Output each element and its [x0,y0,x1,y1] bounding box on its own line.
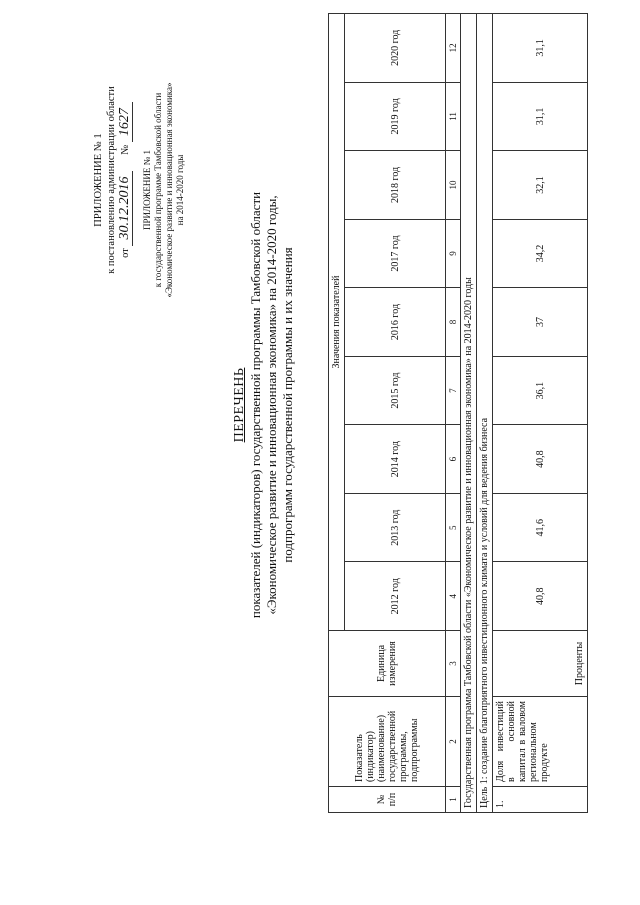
resolution-ref: к постановлению администрации области [106,86,117,274]
col-number: 7 [446,356,461,425]
goal-row [477,14,493,813]
col-number: 6 [446,425,461,494]
col-number: 4 [446,562,461,631]
handwritten-date: 30.12.2016 [117,171,133,246]
row-value: 31,1 [493,14,588,83]
col-number: 11 [446,82,461,151]
col-number: 2 [446,697,461,787]
program-name: «Экономическое развитие и инновационная экономика» [164,82,174,298]
title-perechen: ПЕРЕЧЕНЬ [232,367,247,443]
goal-title-cell: Цель 1: создание благоприятного инвестиционного климата и условий для ведения бизнеса [477,14,493,813]
column-numbers-row [446,14,461,813]
col-number: 8 [446,288,461,357]
row-unit: Проценты [493,631,588,697]
header-values: Значения показателей [329,14,345,631]
program-ref: к государственной программе Тамбовской области [153,92,163,288]
table-header-row [329,14,345,813]
year-cell: 2012 год [345,562,446,631]
program-appendix-header [142,25,186,355]
col-number: 12 [446,14,461,83]
header-num: № п/п [329,787,446,813]
program-title-cell: Государственная программа Тамбовской области «Экономическое развитие и инновационная экономика» на 2014-2020 годы [461,14,477,813]
appendix2-title: ПРИЛОЖЕНИЕ № 1 [142,149,152,231]
title-line-3: «Экономическое развитие и инновационная экономика» на 2014-2020 годы, [264,195,279,615]
appendix-title: ПРИЛОЖЕНИЕ № 1 [93,133,104,227]
year-cell: 2017 год [345,219,446,288]
program-period: на 2014-2020 годы [175,154,185,226]
appendix-header [92,30,132,330]
from-label: от [120,248,131,258]
row-indicator: Доля инвестиций в основной капитал в валовом региональном продукте [493,697,588,787]
date-number-line [118,30,132,330]
row-value: 40,8 [493,562,588,631]
year-cell: 2020 год [345,14,446,83]
row-value: 40,8 [493,425,588,494]
row-value: 32,1 [493,151,588,220]
year-cell: 2018 год [345,151,446,220]
row-value: 31,1 [493,82,588,151]
year-cell: 2019 год [345,82,446,151]
year-cell: 2013 год [345,493,446,562]
row-value: 41,6 [493,493,588,562]
year-cell: 2016 год [345,288,446,357]
row-value: 36,1 [493,356,588,425]
year-cell: 2014 год [345,425,446,494]
header-unit: Единица измерения [329,631,446,697]
year-cell: 2015 год [345,356,446,425]
indicators-table [328,13,588,813]
title-line-2: показателей (индикаторов) государственной программы Тамбовской области [248,191,263,619]
col-number: 5 [446,493,461,562]
title-line-4: подпрограмм государственной программы и их значения [280,247,295,563]
row-value: 34,2 [493,219,588,288]
col-number: 3 [446,631,461,697]
col-number: 10 [446,151,461,220]
program-row [461,14,477,813]
table-row [493,14,588,813]
row-num: 1. [493,787,588,813]
header-indicator: Показатель (индикатор) (наименование) государственной программы, подпрограммы [329,697,446,787]
col-number: 9 [446,219,461,288]
document-title [232,125,296,685]
row-value: 37 [493,288,588,357]
number-label: № [120,144,131,155]
handwritten-number: 1627 [117,102,133,142]
col-number: 1 [446,787,461,813]
